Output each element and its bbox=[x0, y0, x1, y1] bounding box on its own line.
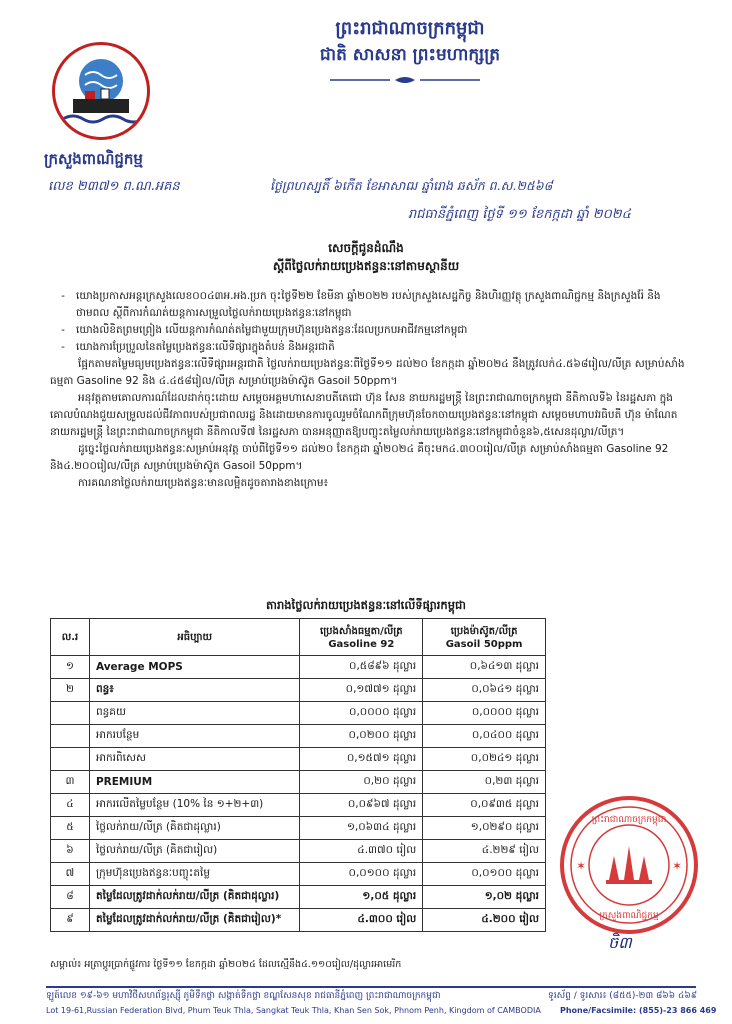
row-no: ៦ bbox=[51, 840, 90, 863]
row-gasoline-value: ១,០៥ ដុល្លារ bbox=[300, 886, 423, 909]
row-no: ៩ bbox=[51, 909, 90, 932]
header-description: អធិប្បាយ bbox=[89, 619, 299, 656]
paragraph-table-intro: ការគណនាថ្លៃលក់រាយប្រេងឥន្ធនៈមានលម្អិតដូចតារាងខាងក្រោម៖ bbox=[78, 477, 329, 489]
reference-bullet: - យោងលិខិតព្រមព្រៀង លើយន្តការកំណត់តម្លៃជាមួយក្រុមហ៊ុនប្រេងឥន្ធនៈដែលប្រកបអាជីវកម្មនៅកម្ពុជា bbox=[50, 322, 690, 339]
stamp-top-text: ព្រះរាជាណាចក្រកម្ពុជា bbox=[591, 815, 667, 825]
exchange-rate-note: សម្គាល់៖ អត្រាប្តូរប្រាក់ផ្លូវការ ថ្ងៃទី១១ ខែកក្កដា ឆ្នាំ២០២៤ ដែលស្មើនឹង៤.១១០រៀល/ដុល្លារអាមេរិក bbox=[50, 959, 402, 970]
row-no: ៣ bbox=[51, 771, 90, 794]
row-description: ថ្លៃលក់រាយ/លីត្រ (គិតជាដុល្លារ) bbox=[89, 817, 299, 840]
row-gasoline-value: ០,២០ ដុល្លារ bbox=[300, 771, 423, 794]
row-gasoline-value: ០,០៩៦៧ ដុល្លារ bbox=[300, 794, 423, 817]
table-row bbox=[51, 863, 546, 886]
row-gasoil-value: ០,០៩៣៥ ដុល្លារ bbox=[423, 794, 546, 817]
footer-address-kh: ឡូត៍លេខ ១៩-៦១ មហាវិថីសហព័ន្ធរុស្ស៊ី ភូមិទឹកថ្លា សង្កាត់ទឹកថ្លា ខណ្ឌសែនសុខ រាជធានីភ្នំពេញ ព្រះរាជាណាចក្រកម្ពុជា bbox=[46, 991, 441, 1001]
official-stamp bbox=[560, 796, 698, 934]
row-gasoil-value: ០,៦៤១៣ ដុល្លារ bbox=[423, 656, 546, 679]
document-date: រាជធានីភ្នំពេញ ថ្ងៃទី ១១ ខែកក្កដា ឆ្នាំ ២០២៤ bbox=[408, 207, 631, 222]
row-gasoil-value: ១,០២ ដុល្លារ bbox=[423, 886, 546, 909]
stamp-bottom-text: ក្រសួងពាណិជ្ជកម្ម bbox=[599, 911, 659, 921]
row-gasoil-value: ០,០០០០ ដុល្លារ bbox=[423, 702, 546, 725]
paragraph-final-price: ដូច្នេះថ្លៃលក់រាយប្រេងឥន្ធនៈសម្រាប់អនុវត្ត ចាប់ពីថ្ងៃទី១១ ដល់២០ ខែកក្កដា ឆ្នាំ២០២៤ គឺចុះមក៤.៣០០រៀល/លីត្រ សម្រាប់សាំងធម្មតា Gasoline 92 និង៤.២០០រៀល/លីត្រ សម្រាប់ប្រេងម៉ាស៊ូត Gasoil 50ppm។ bbox=[50, 443, 669, 472]
row-gasoline-value: ៤.៣០០ រៀល bbox=[300, 909, 423, 932]
row-no: ៧ bbox=[51, 863, 90, 886]
svg-text:✶: ✶ bbox=[672, 859, 683, 873]
header-gasoil-kh: ប្រេងម៉ាស៊ូត/លីត្រ bbox=[450, 626, 518, 637]
row-gasoil-value: ៤.២២៩ រៀល bbox=[423, 840, 546, 863]
header-gasoil bbox=[423, 619, 546, 656]
row-description: ថ្លៃលក់រាយ/លីត្រ (គិតជារៀល) bbox=[89, 840, 299, 863]
table-header-row bbox=[51, 619, 546, 656]
footer-phone-kh: ទូរស័ព្ទ / ទូរសារ៖ (៨៥៥)-២៣ ៨៦៦ ៤៦៩ bbox=[548, 991, 698, 1001]
reference-bullet: - យោងការប្រែប្រួលនៃតម្លៃប្រេងឥន្ធនៈលើទីផ្សារក្នុងតំបន់ និងអន្តរជាតិ bbox=[50, 339, 690, 356]
row-gasoline-value: ០,០២០០ ដុល្លារ bbox=[300, 725, 423, 748]
notice-subtitle: ស្តីពីថ្លៃលក់រាយប្រេងឥន្ធនៈនៅតាមស្ថានីយ bbox=[272, 259, 460, 273]
footer-divider bbox=[46, 986, 696, 988]
row-gasoline-value: ៤.៣៧០ រៀល bbox=[300, 840, 423, 863]
paragraph-discount: អនុវត្តតាមគោលការណ៍ដែលដាក់ចុះដោយ សម្តេចអគ្គមហាសេនាបតីតេជោ ហ៊ុន សែន នាយករដ្ឋមន្ត្រី នៃព្រះរាជាណាចក្រកម្ពុជា នីតិកាលទី៦ នៃរដ្ឋសភា ក្នុងគោលបំណងជួយសម្រួលដល់ជីវភាពរបស់ប្រជាពលរដ្ឋ និងដោយមានការចូលរួមចំណែកពីក្រុមហ៊ុនចែកចាយប្រេងឥន្ធនៈនៅកម្ពុជា សម្តេចមហាបវរធិបតី ហ៊ុន ម៉ាណែត នាយករដ្ឋមន្ត្រី នៃព្រះរាជាណាចក្រកម្ពុជា នីតិកាលទី៧ នៃរដ្ឋសភា បានអនុញ្ញាតឱ្យបញ្ចុះតម្លៃលក់រាយប្រេងឥន្ធនៈនៅកម្ពុជាចំនួន៦,៥សេនដុល្លារ/លីត្រ។ bbox=[50, 392, 678, 438]
row-gasoline-value: ០,០១០០ ដុល្លារ bbox=[300, 863, 423, 886]
motto-ornament bbox=[330, 70, 480, 80]
reference-number: លេខ ២៣៧១ ព.ណ.អគន bbox=[48, 179, 180, 194]
row-description: ពន្ធ៖ bbox=[89, 679, 299, 702]
row-gasoil-value: ០,០១០០ ដុល្លារ bbox=[423, 863, 546, 886]
ministry-name: ក្រសួងពាណិជ្ជកម្ម bbox=[44, 150, 143, 168]
table-row bbox=[51, 748, 546, 771]
notice-title: សេចក្តីជូនដំណឹង bbox=[328, 241, 404, 255]
signature: ចិ៣ bbox=[608, 933, 632, 952]
paragraph-base-price: ផ្អែកតាមតម្លៃមធ្យមប្រេងឥន្ធនៈលើទីផ្សារអន្តរជាតិ ថ្លៃលក់រាយប្រេងឥន្ធនៈពីថ្ងៃទី១១ ដល់២០ ខែកក្កដា ឆ្នាំ២០២៤ នឹងត្រូវលក់៤.៥៦៨រៀល/លីត្រ សម្រាប់សាំងធម្មតា Gasoline 92 និង ៤.៤៥៨រៀល/លីត្រ សម្រាប់ប្រេងម៉ាស៊ូត Gasoil 50ppm។ bbox=[50, 358, 685, 387]
row-no: ៤ bbox=[51, 794, 90, 817]
table-row bbox=[51, 702, 546, 725]
footer-address-en: Lot 19-61,Russian Federation Blvd, Phum Teuk Thla, Sangkat Teuk Thla, Khan Sen Sok, Phnom Penh, Kingdom of CAMBODIA bbox=[46, 1006, 541, 1015]
row-no bbox=[51, 725, 90, 748]
table-row bbox=[51, 909, 546, 932]
row-gasoline-value: ០,១៧៧១ ដុល្លារ bbox=[300, 679, 423, 702]
footer-phone-en: Phone/Facsimile: (855)-23 866 469 bbox=[560, 1006, 717, 1015]
row-no bbox=[51, 748, 90, 771]
table-row bbox=[51, 725, 546, 748]
header-gasoline-en: Gasoline 92 bbox=[328, 639, 395, 650]
row-gasoline-value: ០,១៥៧១ ដុល្លារ bbox=[300, 748, 423, 771]
row-gasoil-value: ១,០២៩០ ដុល្លារ bbox=[423, 817, 546, 840]
row-gasoline-value: ០,៥៨៩៦ ដុល្លារ bbox=[300, 656, 423, 679]
table-row bbox=[51, 679, 546, 702]
row-description: Average MOPS bbox=[89, 656, 299, 679]
row-no: ២ bbox=[51, 679, 90, 702]
lunar-date: ថ្ងៃព្រហស្បតិ៍ ៦កើត ខែអាសាឍ ឆ្នាំរោង ឆស័ក ព.ស.២៥៦៨ bbox=[270, 178, 553, 193]
row-gasoil-value: ០,០៦៤១ ដុល្លារ bbox=[423, 679, 546, 702]
row-gasoil-value: ០,២៣ ដុល្លារ bbox=[423, 771, 546, 794]
row-description: ក្រុមហ៊ុនប្រេងឥន្ធនៈបញ្ចុះតម្លៃ bbox=[89, 863, 299, 886]
row-description: អាករបន្ថែម bbox=[89, 725, 299, 748]
fuel-price-table bbox=[50, 618, 546, 932]
row-gasoline-value: ០,០០០០ ដុល្លារ bbox=[300, 702, 423, 725]
row-gasoil-value: ០,០២៤១ ដុល្លារ bbox=[423, 748, 546, 771]
header-gasoline bbox=[300, 619, 423, 656]
kingdom-title: ព្រះរាជាណាចក្រកម្ពុជា bbox=[335, 18, 485, 39]
row-gasoil-value: ០,០៤០០ ដុល្លារ bbox=[423, 725, 546, 748]
row-description: ពន្ធគយ bbox=[89, 702, 299, 725]
row-description: តម្លៃដែលត្រូវដាក់លក់រាយ/លីត្រ (គិតជារៀល)* bbox=[89, 909, 299, 932]
row-gasoil-value: ៤.២០០ រៀល bbox=[423, 909, 546, 932]
table-row bbox=[51, 794, 546, 817]
table-row bbox=[51, 817, 546, 840]
row-description: តម្លៃដែលត្រូវដាក់លក់រាយ/លីត្រ (គិតជាដុល្លារ) bbox=[89, 886, 299, 909]
header-gasoil-en: Gasoil 50ppm bbox=[445, 639, 523, 650]
table-row bbox=[51, 840, 546, 863]
table-row bbox=[51, 886, 546, 909]
header-no: ល.រ bbox=[51, 619, 90, 656]
table-row bbox=[51, 771, 546, 794]
row-description: អាករលើតម្លៃបន្ថែម (10% នៃ ១+២+៣) bbox=[89, 794, 299, 817]
svg-text:✶: ✶ bbox=[576, 859, 587, 873]
row-description: អាករពិសេស bbox=[89, 748, 299, 771]
table-caption: តារាងថ្លៃលក់រាយប្រេងឥន្ធនៈនៅលើទីផ្សារកម្ពុជា bbox=[266, 598, 466, 612]
row-description: PREMIUM bbox=[89, 771, 299, 794]
row-no: ១ bbox=[51, 656, 90, 679]
reference-bullet: - យោងប្រកាសអន្តរក្រសួងលេខ០០៤៣អ.អង.ប្រក ចុះថ្ងៃទី២២ ខែមីនា ឆ្នាំ២០២២ របស់ក្រសួងសេដ្ឋកិច្ច និងហិរញ្ញវត្ថុ ក្រសួងពាណិជ្ជកម្ម និងក្រសួងរ៉ែ និងថាមពល ស្តីពីការកំណត់យន្តការសម្រួលថ្លៃលក់រាយប្រេងឥន្ធនៈនៅកម្ពុជា bbox=[50, 288, 690, 322]
table-row bbox=[51, 656, 546, 679]
row-gasoline-value: ១,០៦៣៤ ដុល្លារ bbox=[300, 817, 423, 840]
row-no: ៨ bbox=[51, 886, 90, 909]
row-no bbox=[51, 702, 90, 725]
ministry-logo bbox=[52, 42, 150, 140]
row-no: ៥ bbox=[51, 817, 90, 840]
body-text bbox=[50, 288, 690, 492]
header-gasoline-kh: ប្រេងសាំងធម្មតា/លីត្រ bbox=[320, 626, 403, 637]
national-motto: ជាតិ សាសនា ព្រះមហាក្សត្រ bbox=[319, 45, 501, 65]
